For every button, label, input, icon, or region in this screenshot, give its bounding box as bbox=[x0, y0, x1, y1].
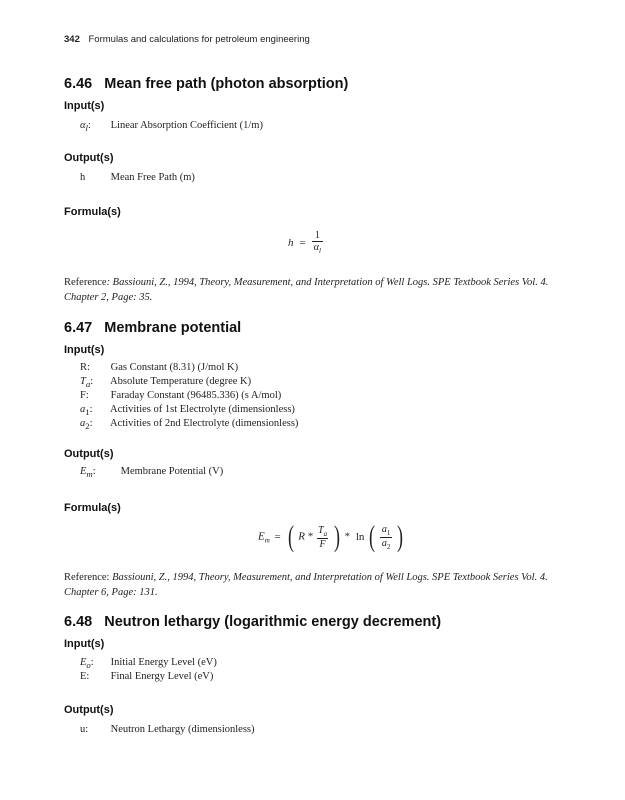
input-line: $a_1$: Activities of 1st Electrolyte (dimensionless) bbox=[80, 404, 295, 418]
output-line: h Mean Free Path (m) bbox=[80, 172, 195, 183]
outputs-heading: Output(s) bbox=[64, 448, 114, 460]
formula-heading: Formula(s) bbox=[64, 502, 121, 514]
inputs-heading: Input(s) bbox=[64, 100, 105, 112]
running-header bbox=[64, 34, 310, 45]
formula-mean-free-path: h = $\frac{1}{\alpha_l}$ bbox=[288, 230, 321, 255]
reference-6-47: Reference: Bassiouni, Z., 1994, Theory, Measurement, and Interpretation of Well Logs. SPE Textbook Series Vol. 4. Chapter 6, Page: 131. bbox=[64, 572, 548, 598]
formula-membrane-potential: $E_m$ = ( R * $\frac{T_a}{F}$ ) * ln ( $\frac{a_1}{a_2}$ ) bbox=[258, 520, 404, 553]
output-line: $E_m$: Membrane Potential (V) bbox=[80, 466, 224, 480]
section-title-6-46: 6.46 Mean free path (photon absorption) bbox=[64, 76, 349, 92]
inputs-heading: Input(s) bbox=[64, 638, 105, 650]
outputs-heading: Output(s) bbox=[64, 152, 114, 164]
reference-6-46: Reference: Bassiouni, Z., 1994, Theory, Measurement, and Interpretation of Well Logs. SPE Textbook Series Vol. 4. Chapter 2, Page: 35. bbox=[64, 277, 549, 303]
page-number: 342 bbox=[64, 34, 80, 45]
inputs-heading: Input(s) bbox=[64, 344, 105, 356]
section-title-6-47: 6.47 Membrane potential bbox=[64, 320, 242, 336]
input-line: F: Faraday Constant (96485.336) (s A/mol) bbox=[80, 390, 282, 401]
section-title-6-48: 6.48 Neutron lethargy (logarithmic energy decrement) bbox=[64, 614, 442, 630]
input-line: R: Gas Constant (8.31) (J/mol K) bbox=[80, 362, 239, 373]
output-line: u: Neutron Lethargy (dimensionless) bbox=[80, 724, 255, 735]
input-line: $\alpha_l$: Linear Absorption Coefficient (1/m) bbox=[80, 120, 263, 134]
input-line: $T_a$: Absolute Temperature (degree K) bbox=[80, 376, 252, 390]
input-line: E: Final Energy Level (eV) bbox=[80, 671, 214, 682]
outputs-heading: Output(s) bbox=[64, 704, 114, 716]
input-line: $E_o$: Initial Energy Level (eV) bbox=[80, 657, 217, 671]
formula-heading: Formula(s) bbox=[64, 206, 121, 218]
input-line: $a_2$: Activities of 2nd Electrolyte (dimensionless) bbox=[80, 418, 299, 432]
running-title: Formulas and calculations for petroleum engineering bbox=[88, 34, 310, 45]
